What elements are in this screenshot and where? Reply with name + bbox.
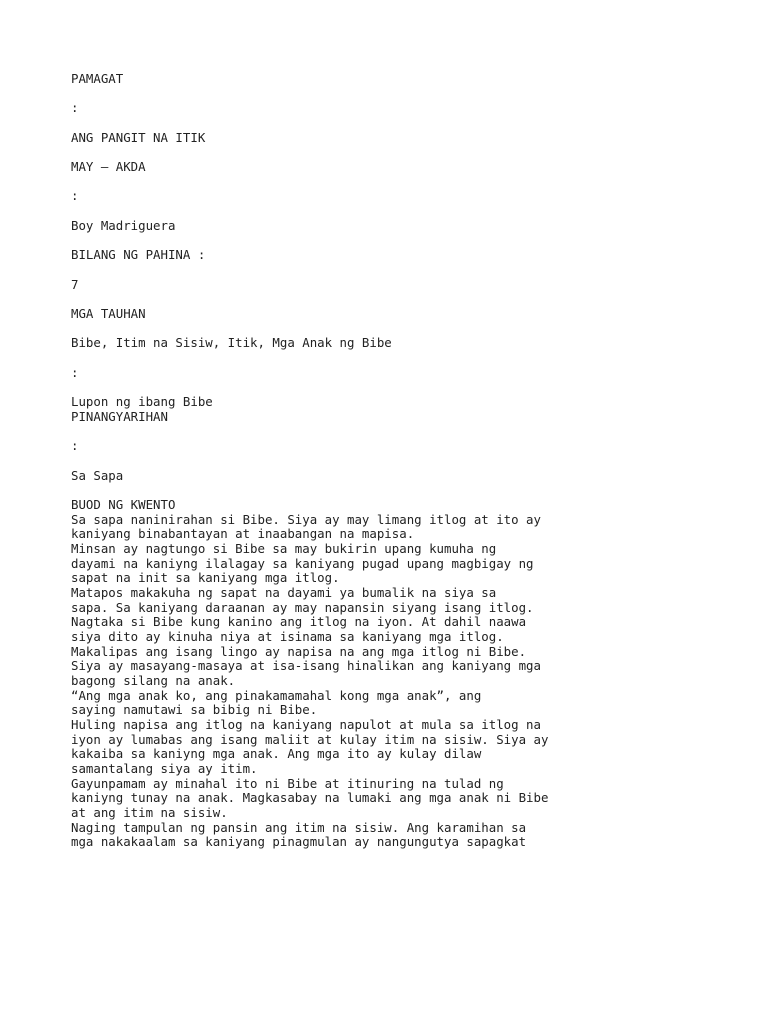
may-akda-label: MAY – AKDA bbox=[71, 159, 146, 174]
buod-line: Huling napisa ang itlog na kaniyang napulot at mula sa itlog na bbox=[71, 717, 541, 732]
may-akda-colon: : bbox=[71, 188, 79, 203]
buod-heading: BUOD NG KWENTO bbox=[71, 497, 176, 512]
bilang-value: 7 bbox=[71, 277, 79, 292]
pamagat-colon: : bbox=[71, 100, 79, 115]
buod-line: Makalipas ang isang lingo ay napisa na ang mga itlog ni Bibe. bbox=[71, 644, 527, 659]
buod-line: dayami na kaniyng ilalagay sa kaniyang pugad upang magbigay ng bbox=[71, 556, 534, 571]
buod-line: mga nakakaalam sa kaniyang pinagmulan ay nangungutya sapagkat bbox=[71, 834, 527, 849]
buod-line: Matapos makakuha ng sapat na dayami ya bumalik na siya sa bbox=[71, 585, 497, 600]
buod-line: Nagtaka si Bibe kung kanino ang itlog na iyon. At dahil naawa bbox=[71, 614, 527, 629]
story-title: ANG PANGIT NA ITIK bbox=[71, 130, 206, 145]
pinangyarihan-colon: : bbox=[71, 438, 79, 453]
buod-line: at ang itim na sisiw. bbox=[71, 805, 228, 820]
buod-line: samantalang siya ay itim. bbox=[71, 761, 258, 776]
tauhan-label: MGA TAUHAN bbox=[71, 306, 146, 321]
buod-line: sapa. Sa kaniyang daraanan ay may napansin siyang isang itlog. bbox=[71, 600, 534, 615]
author-name: Boy Madriguera bbox=[71, 218, 176, 233]
buod-line: sapat na init sa kaniyang mga itlog. bbox=[71, 570, 340, 585]
buod-line: “Ang mga anak ko, ang pinakamamahal kong mga anak”, ang bbox=[71, 688, 482, 703]
tauhan-value: Bibe, Itim na Sisiw, Itik, Mga Anak ng Bibe bbox=[71, 335, 392, 350]
buod-line: Gayunpamam ay minahal ito ni Bibe at itinuring na tulad ng bbox=[71, 776, 504, 791]
buod-line: Minsan ay nagtungo si Bibe sa may bukirin upang kumuha ng bbox=[71, 541, 497, 556]
buod-line: Sa sapa naninirahan si Bibe. Siya ay may limang itlog at ito ay bbox=[71, 512, 541, 527]
buod-line: iyon ay lumabas ang isang maliit at kulay itim na sisiw. Siya ay bbox=[71, 732, 549, 747]
buod-line: kaniyng tunay na anak. Magkasabay na lumaki ang mga anak ni Bibe bbox=[71, 790, 549, 805]
buod-line: kaniyang binabantayan at inaabangan na mapisa. bbox=[71, 526, 415, 541]
bilang-label: BILANG NG PAHINA : bbox=[71, 247, 206, 262]
pinangyarihan-value: Sa Sapa bbox=[71, 468, 124, 483]
buod-line: Siya ay masayang-masaya at isa-isang hinalikan ang kaniyang mga bbox=[71, 658, 541, 673]
buod-line: saying namutawi sa bibig ni Bibe. bbox=[71, 702, 318, 717]
buod-line: kakaiba sa kaniyng mga anak. Ang mga ito ay kulay dilaw bbox=[71, 746, 482, 761]
buod-line: Naging tampulan ng pansin ang itim na sisiw. Ang karamihan sa bbox=[71, 820, 527, 835]
buod-line: bagong silang na anak. bbox=[71, 673, 236, 688]
buod-line: siya dito ay kinuha niya at isinama sa kaniyang mga itlog. bbox=[71, 629, 504, 644]
pamagat-label: PAMAGAT bbox=[71, 71, 124, 86]
tauhan-extra: Lupon ng ibang Bibe bbox=[71, 394, 213, 409]
tauhan-colon: : bbox=[71, 365, 79, 380]
pinangyarihan-label: PINANGYARIHAN bbox=[71, 409, 168, 424]
